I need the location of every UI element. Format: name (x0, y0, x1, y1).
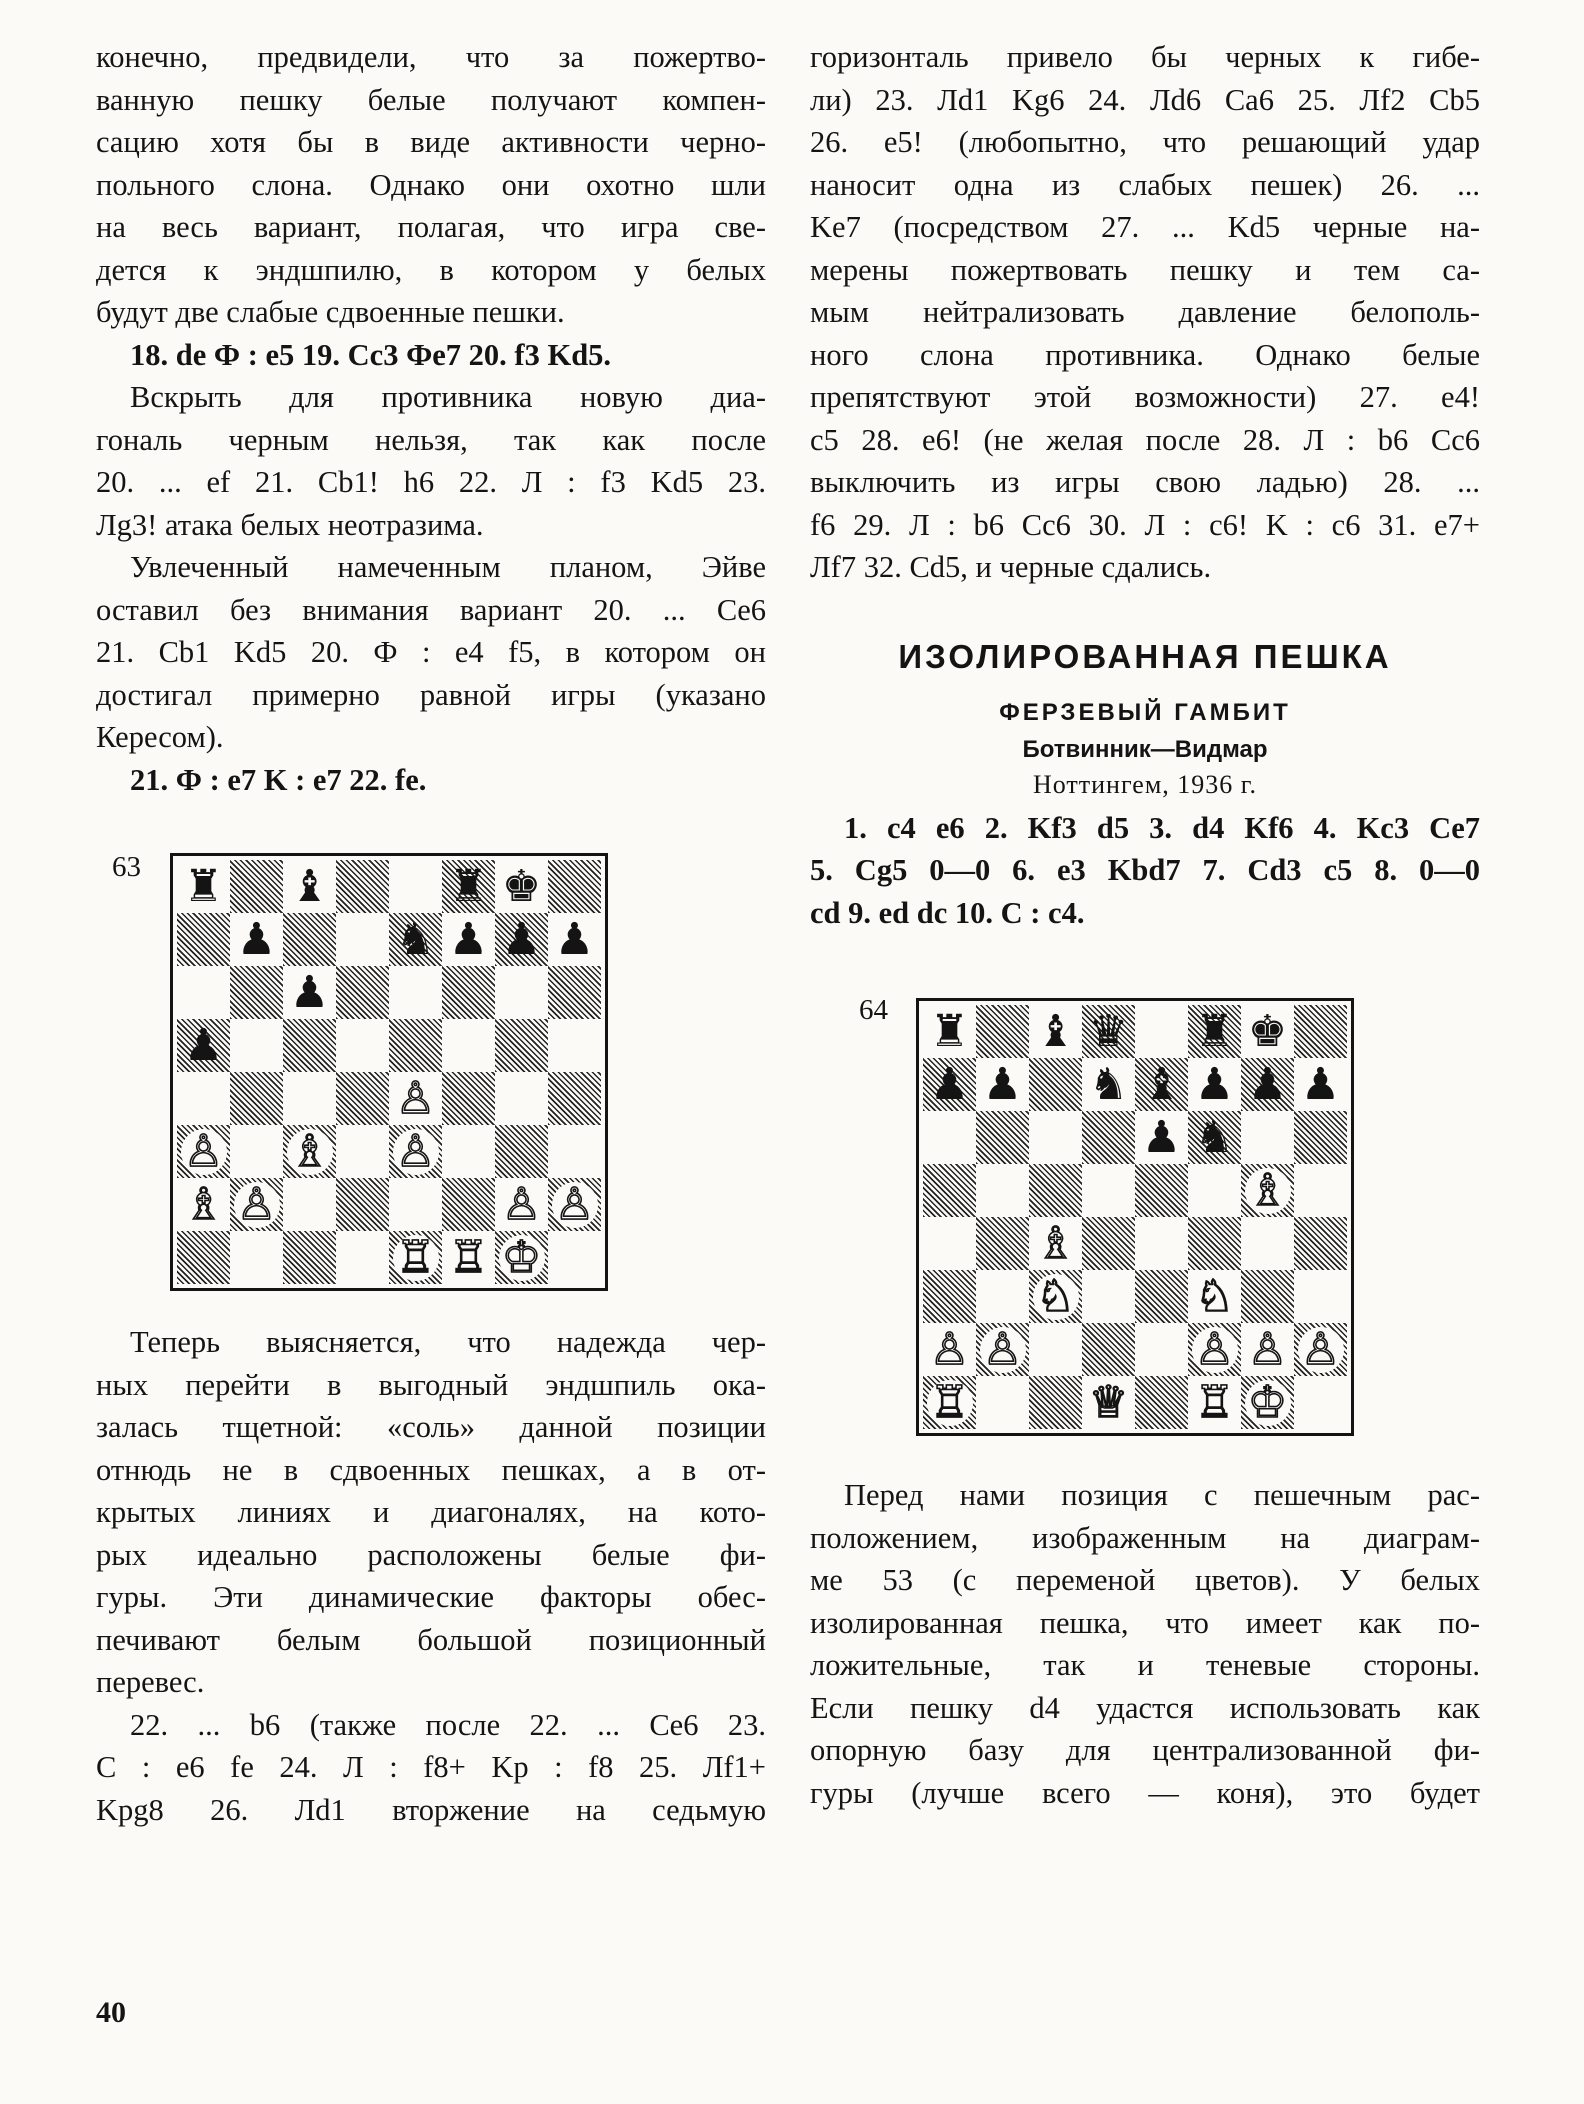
white-piece: ♙ (393, 1129, 439, 1175)
square-g3 (1241, 1270, 1294, 1323)
square-a1 (923, 1376, 976, 1429)
text-line: f6 29. Л : b6 Cc6 30. Л : c6! K : c6 31. e7+ (810, 507, 1480, 542)
square-f2 (1188, 1323, 1241, 1376)
square-a5 (923, 1164, 976, 1217)
text-line: ме 53 (с переменой цветов). У белых (810, 1563, 1480, 1597)
square-h1 (548, 1231, 601, 1284)
black-piece: ♜ (929, 1005, 970, 1057)
game-moves (810, 807, 1480, 935)
text-line: ного слона противника. Однако белые (810, 337, 1480, 372)
square-c3 (283, 1125, 336, 1178)
white-piece: ♙ (181, 1129, 227, 1175)
text-line: на весь вариант, полагая, что игра све- (96, 210, 766, 244)
square-e8 (1135, 1005, 1188, 1058)
text-line: Kpg8 26. Лd1 вторжение на седьмую (96, 1792, 766, 1827)
square-h1 (1294, 1376, 1347, 1429)
square-g5 (1241, 1164, 1294, 1217)
white-piece: ♖ (448, 1231, 489, 1283)
square-g7 (495, 913, 548, 966)
text-line: оставил без внимания вариант 20. ... Ce6 (96, 592, 766, 627)
black-piece: ♚ (501, 860, 542, 912)
square-a4 (177, 1072, 230, 1125)
paragraph (96, 36, 766, 334)
text-line: достигал примерно равной игры (указано (96, 677, 766, 712)
move-line: 5. Cg5 0—0 6. e3 Kbd7 7. Cd3 c5 8. 0—0 (810, 853, 1480, 887)
white-piece: ♗ (1245, 1168, 1291, 1214)
square-e5 (1135, 1164, 1188, 1217)
text-line: сацию хотя бы в виде активности черно- (96, 125, 766, 159)
diagram-63 (96, 801, 766, 1321)
square-e6 (1135, 1111, 1188, 1164)
black-piece: ♜ (448, 860, 489, 912)
square-g5 (495, 1019, 548, 1072)
black-piece: ♛ (1088, 1005, 1129, 1057)
text-line: C : e6 fe 24. Л : f8+ Kp : f8 25. Лf1+ (96, 1750, 766, 1784)
white-piece: ♙ (929, 1323, 970, 1375)
white-piece: ♘ (1194, 1270, 1235, 1322)
move-line: 18. de Ф : e5 19. Cc3 Фe7 20. f3 Kd5. (130, 337, 612, 372)
white-piece: ♖ (927, 1380, 973, 1426)
square-d7 (1082, 1058, 1135, 1111)
black-piece: ♝ (289, 860, 330, 912)
white-piece: ♔ (1245, 1380, 1291, 1426)
square-d5 (1082, 1164, 1135, 1217)
square-a4 (923, 1217, 976, 1270)
square-d1 (1082, 1376, 1135, 1429)
square-g1 (1241, 1376, 1294, 1429)
square-b5 (976, 1164, 1029, 1217)
text-line: ложительные, так и теневые стороны. (810, 1648, 1480, 1682)
square-b6 (230, 966, 283, 1019)
page-number: 40 (96, 1996, 126, 2029)
black-piece: ♟ (1247, 1058, 1288, 1110)
square-b7 (230, 913, 283, 966)
square-b4 (230, 1072, 283, 1125)
square-h3 (548, 1125, 601, 1178)
text-line: мерены пожертвовать пешку и тем са- (810, 252, 1480, 287)
text-line: ванную пешку белые получают компен- (96, 82, 766, 117)
move-line: 21. Ф : e7 K : e7 22. fe. (130, 762, 427, 797)
square-g6 (495, 966, 548, 1019)
text-line: дется к эндшпилю, в котором у белых (96, 252, 766, 287)
text-line: 22. ... b6 (также после 22. ... Ce6 23. (130, 1707, 766, 1742)
square-e4 (389, 1072, 442, 1125)
square-h5 (548, 1019, 601, 1072)
square-b8 (230, 860, 283, 913)
square-a8 (923, 1005, 976, 1058)
square-f6 (1188, 1111, 1241, 1164)
black-piece: ♟ (554, 913, 595, 965)
square-c5 (283, 1019, 336, 1072)
square-g8 (495, 860, 548, 913)
square-a3 (177, 1125, 230, 1178)
square-e2 (389, 1178, 442, 1231)
square-b1 (976, 1376, 1029, 1429)
white-piece: ♙ (980, 1327, 1026, 1373)
square-a1 (177, 1231, 230, 1284)
black-piece: ♟ (1141, 1111, 1182, 1163)
square-f3 (442, 1125, 495, 1178)
black-piece: ♜ (183, 860, 224, 912)
move-line: 1. c4 e6 2. Kf3 d5 3. d4 Kf6 4. Kc3 Ce7 (844, 810, 1480, 845)
square-a8 (177, 860, 230, 913)
text-line: Лf7 32. Cd5, и черные сдались. (810, 550, 1212, 584)
square-h2 (548, 1178, 601, 1231)
text-line: рых идеально расположены белые фи- (96, 1537, 766, 1572)
white-piece: ♕ (1088, 1376, 1129, 1428)
square-a3 (923, 1270, 976, 1323)
text-line: горизонталь привело бы черных к гибе- (810, 40, 1480, 74)
black-piece: ♞ (1088, 1058, 1129, 1110)
square-a6 (923, 1111, 976, 1164)
text-line: печивают белым большой позиционный (96, 1622, 766, 1657)
paragraph (96, 376, 766, 546)
paragraph (96, 546, 766, 759)
square-h4 (548, 1072, 601, 1125)
text-line: гуры. Эти динамические факторы обес- (96, 1580, 766, 1614)
text-line: ных перейти в выгодный эндшпиль ока- (96, 1367, 766, 1402)
square-e3 (389, 1125, 442, 1178)
square-g4 (1241, 1217, 1294, 1270)
square-g2 (1241, 1323, 1294, 1376)
square-g2 (495, 1178, 548, 1231)
section-title: ИЗОЛИРОВАННАЯ ПЕШКА (898, 637, 1392, 675)
text-line: Вскрыть для противника новую диа- (130, 380, 766, 414)
square-h6 (1294, 1111, 1347, 1164)
square-b7 (976, 1058, 1029, 1111)
square-f7 (1188, 1058, 1241, 1111)
square-d8 (336, 860, 389, 913)
text-line: гуры (лучше всего — коня), это будет (810, 1775, 1480, 1810)
text-line: Ke7 (посредством 27. ... Kd5 черные на- (810, 210, 1480, 244)
square-b1 (230, 1231, 283, 1284)
white-piece: ♖ (1194, 1376, 1235, 1428)
square-h2 (1294, 1323, 1347, 1376)
text-line: Увлеченный намеченным планом, Эйве (130, 550, 766, 584)
chessboard (923, 1005, 1347, 1429)
white-piece: ♙ (234, 1182, 280, 1228)
square-c2 (283, 1178, 336, 1231)
white-piece: ♗ (183, 1178, 224, 1230)
square-e1 (389, 1231, 442, 1284)
square-d6 (1082, 1111, 1135, 1164)
square-d3 (1082, 1270, 1135, 1323)
text-line: препятствуют этой возможности) 27. e4! (810, 380, 1480, 414)
square-a5 (177, 1019, 230, 1072)
square-a2 (923, 1323, 976, 1376)
left-column (96, 36, 766, 1831)
square-f1 (1188, 1376, 1241, 1429)
black-piece: ♞ (1194, 1111, 1235, 1163)
venue: Ноттингем, 1936 г. (1032, 769, 1258, 799)
square-f2 (442, 1178, 495, 1231)
white-piece: ♙ (395, 1072, 436, 1124)
square-f6 (442, 966, 495, 1019)
square-h7 (548, 913, 601, 966)
paragraph (810, 36, 1480, 589)
square-c7 (1029, 1058, 1082, 1111)
square-f7 (442, 913, 495, 966)
square-c1 (283, 1231, 336, 1284)
square-c6 (283, 966, 336, 1019)
square-b5 (230, 1019, 283, 1072)
square-e5 (389, 1019, 442, 1072)
text-line: залась тщетной: «соль» данной позиции (96, 1410, 766, 1444)
square-b2 (230, 1178, 283, 1231)
square-a6 (177, 966, 230, 1019)
text-line: 20. ... ef 21. Cb1! h6 22. Л : f3 Kd5 23. (96, 465, 766, 499)
text-line: c5 28. e6! (не желая после 28. Л : b6 Cc6 (810, 422, 1480, 457)
square-g3 (495, 1125, 548, 1178)
black-piece: ♟ (1194, 1058, 1235, 1110)
square-f3 (1188, 1270, 1241, 1323)
black-piece: ♚ (1247, 1005, 1288, 1057)
square-d5 (336, 1019, 389, 1072)
square-f5 (442, 1019, 495, 1072)
text-line: наносит одна из слабых пешек) 26. ... (810, 167, 1480, 202)
square-b3 (230, 1125, 283, 1178)
square-e8 (389, 860, 442, 913)
chessboard-frame (170, 853, 608, 1291)
square-f8 (1188, 1005, 1241, 1058)
text-line: перевес. (96, 1665, 205, 1699)
text-line: ли) 23. Лd1 Kg6 24. Лd6 Ca6 25. Лf2 Cb5 (810, 82, 1480, 117)
text-line: положением, изображенным на диаграм- (810, 1520, 1480, 1555)
square-d1 (336, 1231, 389, 1284)
square-d4 (336, 1072, 389, 1125)
square-e7 (389, 913, 442, 966)
square-c6 (1029, 1111, 1082, 1164)
white-piece: ♙ (1192, 1327, 1238, 1373)
square-c5 (1029, 1164, 1082, 1217)
move-line: cd 9. ed dc 10. C : c4. (810, 895, 1085, 930)
square-g1 (495, 1231, 548, 1284)
text-line: 21. Cb1 Kd5 20. Ф : e4 f5, в котором он (96, 635, 766, 669)
square-h4 (1294, 1217, 1347, 1270)
black-piece: ♟ (236, 913, 277, 965)
white-piece: ♙ (501, 1178, 542, 1230)
text-line: Теперь выясняется, что надежда чер- (130, 1325, 766, 1359)
square-e3 (1135, 1270, 1188, 1323)
text-line: Если пешку d4 удастся использовать как (810, 1690, 1480, 1725)
black-piece: ♝ (1035, 1005, 1076, 1057)
paragraph (96, 1321, 766, 1704)
players: Ботвинник—Видмар (1022, 735, 1268, 763)
right-column (810, 36, 1480, 1814)
square-d6 (336, 966, 389, 1019)
text-line: гональ черным нельзя, так как после (96, 422, 766, 457)
square-b2 (976, 1323, 1029, 1376)
square-h3 (1294, 1270, 1347, 1323)
chessboard-frame (916, 998, 1354, 1436)
square-d2 (1082, 1323, 1135, 1376)
square-d8 (1082, 1005, 1135, 1058)
paragraph (96, 1704, 766, 1832)
diagram-number: 64 (859, 994, 888, 1026)
square-c1 (1029, 1376, 1082, 1429)
opening-name: ФЕРЗЕВЫЙ ГАМБИТ (999, 698, 1291, 726)
paragraph (810, 1474, 1480, 1814)
square-d7 (336, 913, 389, 966)
square-g7 (1241, 1058, 1294, 1111)
square-c8 (1029, 1005, 1082, 1058)
square-a2 (177, 1178, 230, 1231)
square-c7 (283, 913, 336, 966)
square-d3 (336, 1125, 389, 1178)
white-piece: ♖ (393, 1235, 439, 1281)
white-piece: ♗ (287, 1129, 333, 1175)
square-d2 (336, 1178, 389, 1231)
text-line: крытых линиях и диагоналях, на кото- (96, 1495, 766, 1529)
square-a7 (177, 913, 230, 966)
white-piece: ♘ (1033, 1274, 1079, 1320)
text-line: мым нейтрализовать давление белополь- (810, 295, 1480, 329)
black-piece: ♟ (448, 913, 489, 965)
square-b6 (976, 1111, 1029, 1164)
black-piece: ♟ (289, 966, 330, 1018)
square-f8 (442, 860, 495, 913)
text-line: опорную базу для централизованной фи- (810, 1733, 1480, 1767)
text-line: польного слона. Однако они охотно шли (96, 167, 766, 202)
square-e6 (389, 966, 442, 1019)
square-f4 (1188, 1217, 1241, 1270)
square-h6 (548, 966, 601, 1019)
square-e1 (1135, 1376, 1188, 1429)
square-d4 (1082, 1217, 1135, 1270)
black-piece: ♟ (929, 1058, 970, 1110)
black-piece: ♝ (1141, 1058, 1182, 1110)
text-line: конечно, предвидели, что за пожертво- (96, 40, 766, 74)
black-piece: ♟ (1300, 1058, 1341, 1110)
square-c2 (1029, 1323, 1082, 1376)
text-line: будут две слабые сдвоенные пешки. (96, 295, 565, 329)
square-f1 (442, 1231, 495, 1284)
square-c4 (1029, 1217, 1082, 1270)
black-piece: ♟ (183, 1019, 224, 1071)
square-h8 (1294, 1005, 1347, 1058)
square-h8 (548, 860, 601, 913)
square-g4 (495, 1072, 548, 1125)
square-e7 (1135, 1058, 1188, 1111)
white-piece: ♗ (1035, 1217, 1076, 1269)
black-piece: ♜ (1194, 1005, 1235, 1057)
black-piece: ♞ (395, 913, 436, 965)
black-piece: ♟ (982, 1058, 1023, 1110)
black-piece: ♟ (501, 913, 542, 965)
square-b3 (976, 1270, 1029, 1323)
text-line: Лg3! атака белых неотразима. (96, 507, 484, 542)
chessboard (177, 860, 601, 1284)
square-b4 (976, 1217, 1029, 1270)
text-line: выключить из игры свою ладью) 28. ... (810, 465, 1480, 499)
text-line: Перед нами позиция с пешечным рас- (844, 1478, 1480, 1512)
square-b8 (976, 1005, 1029, 1058)
square-c8 (283, 860, 336, 913)
white-piece: ♙ (1247, 1323, 1288, 1375)
white-piece: ♙ (552, 1182, 598, 1228)
square-h7 (1294, 1058, 1347, 1111)
text-line: изолированная пешка, что имеет как по- (810, 1605, 1480, 1640)
square-h5 (1294, 1164, 1347, 1217)
white-piece: ♔ (499, 1235, 545, 1281)
square-g8 (1241, 1005, 1294, 1058)
text-line: 26. e5! (любопытно, что решающий удар (810, 125, 1480, 159)
square-g6 (1241, 1111, 1294, 1164)
square-c3 (1029, 1270, 1082, 1323)
square-f4 (442, 1072, 495, 1125)
square-e4 (1135, 1217, 1188, 1270)
square-e2 (1135, 1323, 1188, 1376)
square-a7 (923, 1058, 976, 1111)
square-c4 (283, 1072, 336, 1125)
diagram-number: 63 (112, 851, 141, 883)
white-piece: ♙ (1298, 1327, 1344, 1373)
diagram-64 (810, 934, 1480, 1474)
square-f5 (1188, 1164, 1241, 1217)
text-line: Кересом). (96, 720, 224, 754)
text-line: отнюдь не в сдвоенных пешках, а в от- (96, 1452, 766, 1487)
